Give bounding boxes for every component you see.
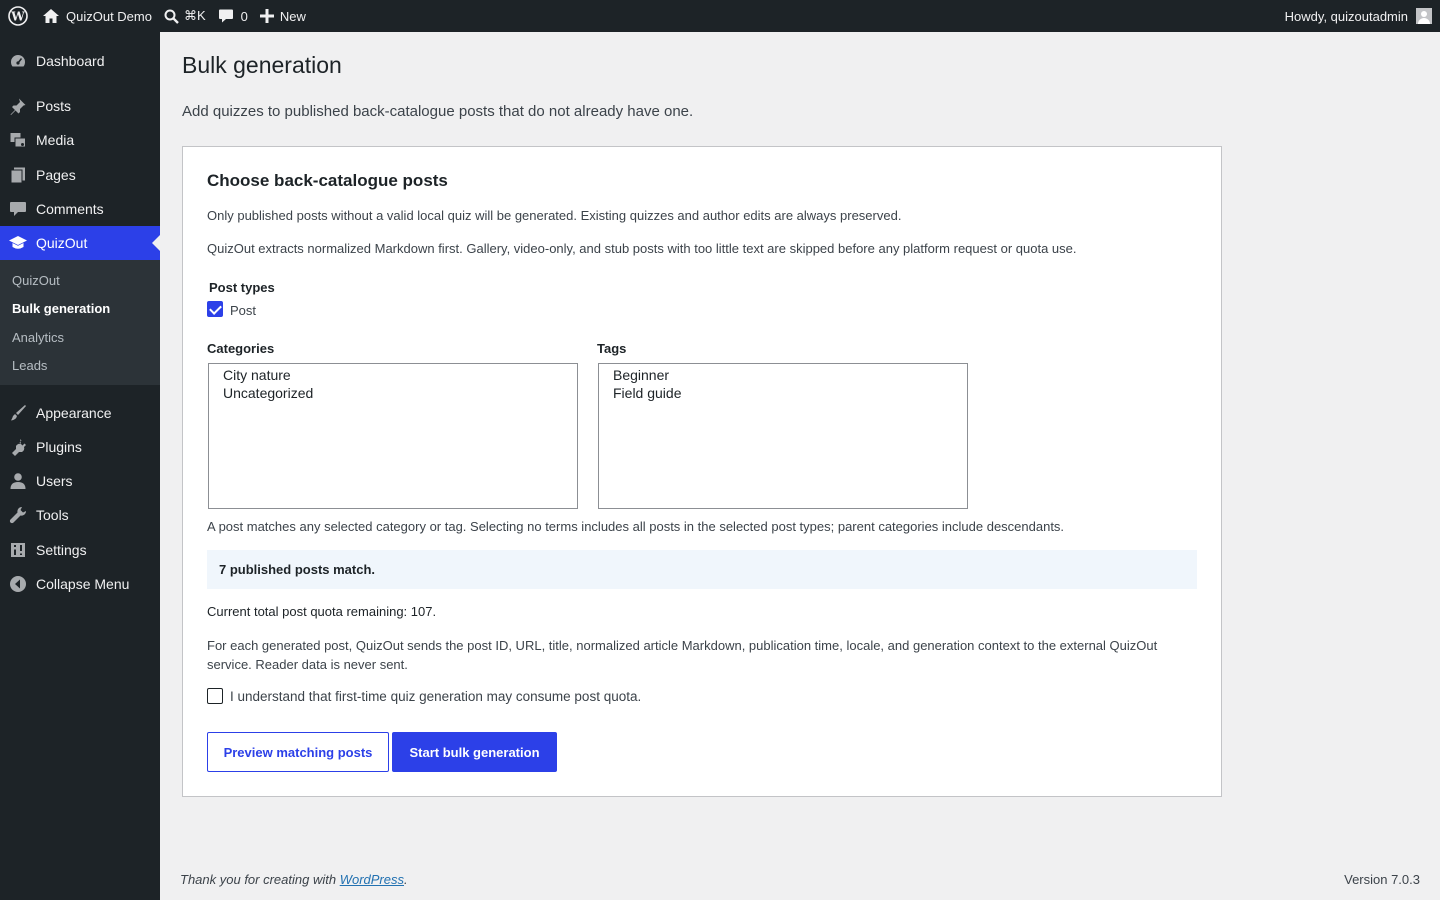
wordpress-logo-icon[interactable] bbox=[0, 0, 36, 32]
sidebar-item-settings[interactable] bbox=[0, 533, 160, 567]
quizout-submenu bbox=[0, 260, 160, 385]
svg-text:W: W bbox=[11, 9, 25, 24]
new-content-link[interactable] bbox=[254, 0, 312, 32]
sidebar-item-posts[interactable] bbox=[0, 89, 160, 123]
collapse-menu-button[interactable] bbox=[0, 567, 160, 601]
post-types-label: Post types bbox=[209, 280, 275, 295]
admin-sidebar bbox=[0, 32, 160, 900]
sidebar-item-tools[interactable] bbox=[0, 498, 160, 532]
sidebar-item-label: Comments bbox=[36, 201, 104, 217]
sidebar-item-appearance[interactable] bbox=[0, 396, 160, 430]
avatar bbox=[1416, 8, 1432, 24]
sidebar-item-users[interactable] bbox=[0, 464, 160, 498]
start-bulk-generation-button[interactable]: Start bulk generation bbox=[392, 732, 557, 772]
post-type-post-label: Post bbox=[230, 303, 257, 318]
comments-link[interactable] bbox=[212, 0, 254, 32]
paintbrush-icon bbox=[9, 404, 27, 422]
account-menu[interactable] bbox=[1285, 0, 1432, 32]
tag-option[interactable]: Field guide bbox=[613, 385, 682, 401]
sidebar-item-label: Plugins bbox=[36, 439, 82, 455]
user-icon bbox=[9, 472, 27, 490]
wordpress-link[interactable]: WordPress bbox=[339, 872, 404, 887]
sidebar-item-comments[interactable] bbox=[0, 192, 160, 226]
site-name-link[interactable] bbox=[36, 0, 158, 32]
post-type-post-checkbox[interactable] bbox=[207, 301, 223, 317]
sidebar-item-label: QuizOut bbox=[36, 235, 88, 251]
site-name: QuizOut Demo bbox=[66, 8, 152, 24]
preview-matching-posts-button[interactable]: Preview matching posts bbox=[207, 732, 389, 772]
sidebar-item-quizout[interactable] bbox=[0, 226, 160, 260]
search-shortcut: ⌘K bbox=[183, 8, 206, 23]
dashboard-icon bbox=[9, 52, 27, 70]
card-title: Choose back-catalogue posts bbox=[207, 171, 448, 190]
sidebar-item-label: Appearance bbox=[36, 405, 112, 421]
comments-count: 0 bbox=[240, 8, 248, 24]
match-count-notice bbox=[207, 550, 1197, 589]
category-option[interactable]: City nature bbox=[223, 367, 291, 383]
sidebar-item-label: Posts bbox=[36, 98, 72, 114]
sidebar-item-dashboard[interactable] bbox=[0, 44, 160, 78]
settings-icon bbox=[9, 541, 27, 559]
tag-option[interactable]: Beginner bbox=[613, 367, 670, 383]
sidebar-item-plugins[interactable] bbox=[0, 430, 160, 464]
bulk-generation-card bbox=[182, 146, 1222, 797]
quota-remaining: Current total post quota remaining: 107. bbox=[207, 604, 437, 619]
match-count-text: 7 published posts match. bbox=[219, 562, 376, 577]
page-intro: Add quizzes to published back-catalogue posts that do not already have one. bbox=[182, 103, 694, 120]
media-icon bbox=[9, 131, 27, 149]
submenu-item-leads[interactable]: Leads bbox=[12, 358, 48, 373]
consent-label: I understand that first-time quiz generation may consume post quota. bbox=[230, 689, 642, 704]
collapse-icon bbox=[9, 575, 27, 593]
sidebar-item-label: Settings bbox=[36, 542, 87, 558]
pages-icon bbox=[9, 166, 27, 184]
tags-label: Tags bbox=[597, 341, 627, 356]
sidebar-item-label: Tools bbox=[36, 507, 69, 523]
footer-thanks-suffix: . bbox=[404, 872, 408, 887]
sidebar-item-label: Collapse Menu bbox=[36, 576, 130, 592]
search-button[interactable] bbox=[158, 0, 212, 32]
sidebar-item-label: Users bbox=[36, 473, 73, 489]
sidebar-item-label: Dashboard bbox=[36, 53, 105, 69]
comment-icon bbox=[9, 200, 27, 218]
graduation-cap-icon bbox=[8, 234, 28, 252]
submenu-item-quizout[interactable]: QuizOut bbox=[12, 273, 60, 288]
extraction-note: QuizOut extracts normalized Markdown first. Gallery, video-only, and stub posts with too little text are skipped before any platform request or quota use. bbox=[207, 241, 1077, 256]
categories-listbox[interactable] bbox=[208, 363, 578, 509]
comment-icon bbox=[218, 8, 234, 24]
preservation-note: Only published posts without a valid local quiz will be generated. Existing quizzes and author edits are always preserved. bbox=[207, 208, 902, 223]
matching-help-text: A post matches any selected category or tag. Selecting no terms includes all posts in the selected post types; parent categories include descendants. bbox=[207, 519, 1065, 534]
sidebar-item-pages[interactable] bbox=[0, 158, 160, 192]
submenu-item-analytics[interactable]: Analytics bbox=[12, 330, 65, 345]
category-option[interactable]: Uncategorized bbox=[223, 385, 314, 401]
sidebar-item-media[interactable] bbox=[0, 123, 160, 157]
categories-label: Categories bbox=[207, 341, 275, 356]
search-icon bbox=[164, 9, 179, 24]
admin-bar bbox=[0, 0, 1440, 32]
tags-listbox[interactable] bbox=[598, 363, 968, 509]
data-disclosure-text: For each generated post, QuizOut sends the post ID, URL, title, normalized article Markdown, publication time, locale, and generation context to the external QuizOut service. Reader data is never sent. bbox=[207, 638, 1158, 672]
home-icon bbox=[42, 8, 60, 24]
main-content bbox=[160, 32, 1440, 900]
footer-version: Version 7.0.3 bbox=[1344, 872, 1420, 887]
submenu-item-bulk-generation[interactable]: Bulk generation bbox=[12, 301, 111, 316]
footer-thanks bbox=[180, 872, 408, 887]
sidebar-item-label: Media bbox=[36, 132, 75, 148]
wrench-icon bbox=[9, 506, 27, 524]
pin-icon bbox=[9, 97, 27, 115]
sidebar-item-label: Pages bbox=[36, 167, 76, 183]
plugin-icon bbox=[9, 438, 27, 456]
new-label: New bbox=[279, 8, 306, 24]
consent-checkbox[interactable] bbox=[207, 688, 223, 704]
howdy-text: Howdy, quizoutadmin bbox=[1284, 8, 1408, 24]
plus-icon bbox=[260, 9, 274, 23]
footer-thanks-prefix: Thank you for creating with bbox=[180, 872, 340, 887]
page-title: Bulk generation bbox=[182, 52, 342, 78]
